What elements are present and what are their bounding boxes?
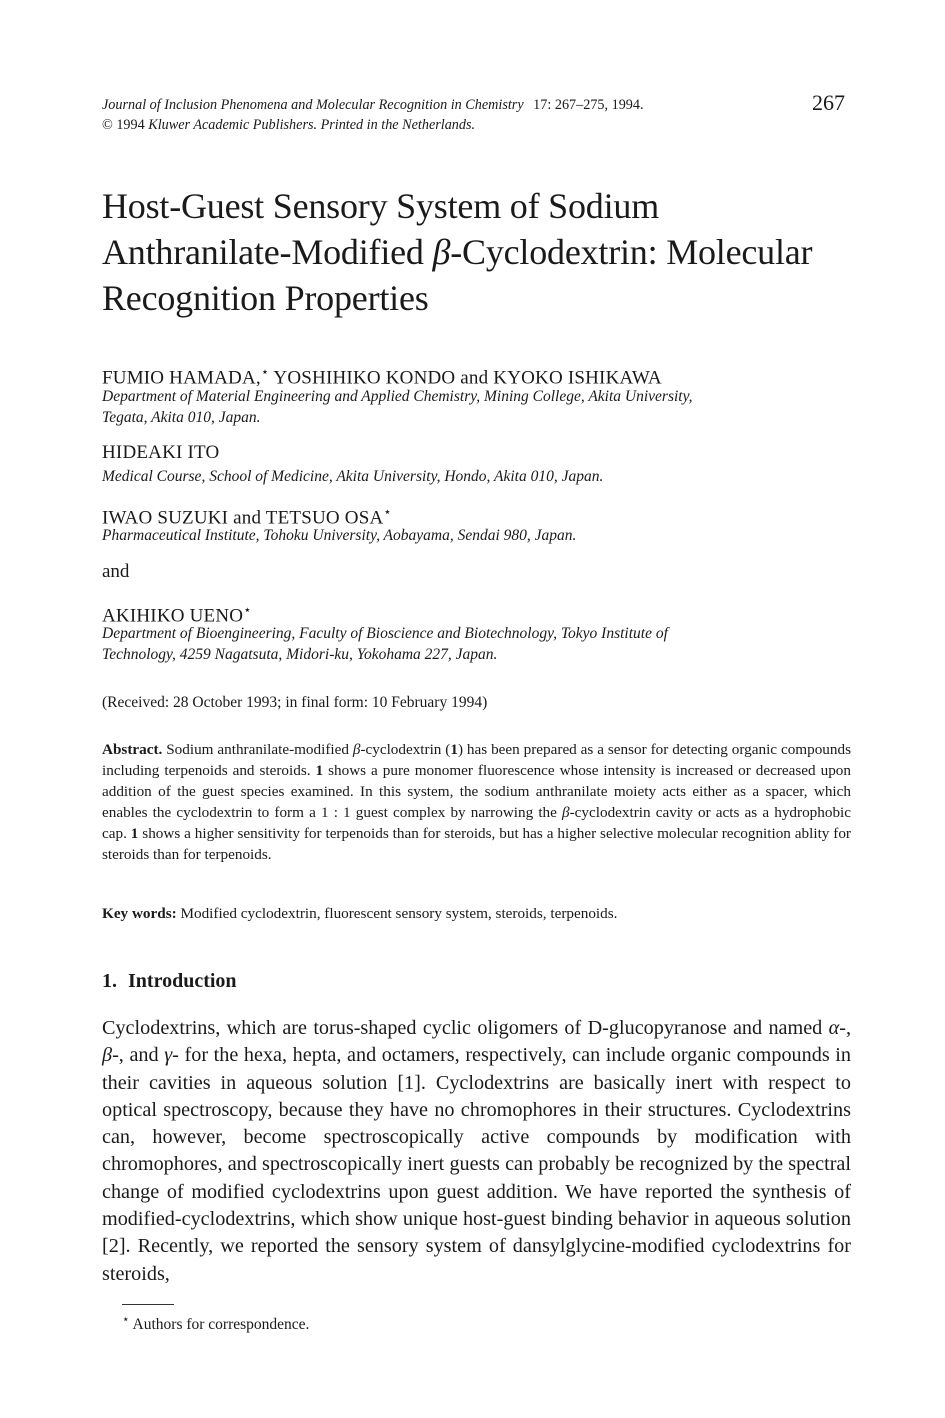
abstract-label: Abstract.: [102, 741, 163, 758]
affiliation-4-line-2: Technology, 4259 Nagatsuta, Midori-ku, Yokohama 227, Japan.: [102, 646, 498, 663]
body-text: - for the hexa, hepta, and octamers, respectively, can include organic compounds in their cavities in aqueous solution [1]. Cyclodextrins are basically inert with respect to optical spectroscopy, because they have no chromophores in their structures. Cyclodextrins can, however, become spectroscopically active compounds by modification with chromophores, and spectroscopically inert guests can probably be recognized by the spectral change of modified cyclodextrins upon guest addition. We have reported the synthesis of modified-cyclodextrins, which show unique host-guest binding behavior in aqueous solution [2]. Recently, we reported the sensory system of dansylglycine-modified cyclodextrins for steroids,: [102, 1044, 851, 1285]
paper-title: [102, 183, 862, 321]
keywords-label: Key words:: [102, 905, 177, 922]
footnote-text: Authors for correspondence.: [129, 1316, 310, 1334]
author-names-1a: FUMIO HAMADA,: [102, 367, 261, 389]
beta-symbol: β: [352, 741, 361, 758]
section-title: Introduction: [128, 970, 237, 992]
affiliation-1: [102, 386, 862, 428]
alpha-symbol: α: [828, 1017, 840, 1039]
copyright-line: [102, 115, 822, 135]
abstract-text: shows a pure monomer fluorescence whose intensity is increased or decreased upon addition of the guest species examined. In this system, the sodium anthranilate moiety acts either as a spacer, which enables the cyclodextrin to form a 1 : 1 guest complex by narrowing the: [102, 761, 851, 821]
page-number: 267: [812, 90, 845, 115]
title-line-2-part-a: Anthranilate-Modified: [102, 232, 433, 272]
correspondence-star: ⋆: [260, 364, 270, 379]
footnote-rule: [122, 1304, 174, 1305]
affiliation-3: Pharmaceutical Institute, Tohoku University, Aobayama, Sendai 980, Japan.: [102, 527, 577, 544]
correspondence-star: ⋆: [383, 504, 392, 519]
affiliation-1-line-1: Department of Material Engineering and Applied Chemistry, Mining College, Akita University,: [102, 388, 693, 405]
abstract-text: -cyclodextrin cavity or acts as a hydrophobic cap.: [102, 803, 851, 842]
title-line-2: [102, 229, 862, 275]
beta-symbol: β: [102, 1044, 113, 1067]
author-names-1b: YOSHIHIKO KONDO and KYOKO ISHIKAWA: [269, 367, 662, 389]
title-line-2-part-b: -Cyclodextrin: Molecular: [450, 232, 813, 272]
publisher-line: Kluwer Academic Publishers. Printed in the Netherlands.: [148, 117, 476, 133]
abstract: [102, 740, 851, 865]
journal-name: Journal of Inclusion Phenomena and Molecular Recognition in Chemistry: [102, 97, 524, 113]
abstract-text: shows a higher sensitivity for terpenoids than for steroids, but has a higher selective molecular recognition ablity for steroids than for terpenoids.: [102, 824, 851, 863]
author-names-2: HIDEAKI ITO: [102, 442, 220, 463]
body-text: -, and: [112, 1044, 165, 1067]
author-names-4: AKIHIKO UENO: [102, 605, 244, 627]
affiliation-4: [102, 623, 862, 665]
abstract-text: -cyclodextrin (: [360, 741, 451, 758]
introduction-paragraph: [102, 1015, 851, 1288]
section-heading: [102, 970, 237, 993]
journal-volume-pages: 17: 267–275, 1994.: [533, 97, 644, 113]
body-text: Cyclodextrins, which are torus-shaped cyclic oligomers of D-glucopyranose and named: [102, 1017, 829, 1039]
author-conjunction: and: [102, 561, 130, 582]
compound-number: 1: [450, 741, 458, 758]
author-names-3: IWAO SUZUKI and TETSUO OSA: [102, 507, 384, 529]
section-number: 1.: [102, 970, 117, 992]
compound-number: 1: [130, 824, 139, 842]
affiliation-2: Medical Course, School of Medicine, Akita University, Hondo, Akita 010, Japan.: [102, 468, 604, 485]
keywords-text: Modified cyclodextrin, fluorescent sensory system, steroids, terpenoids.: [176, 905, 618, 922]
body-text: -,: [839, 1017, 851, 1039]
beta-symbol: β: [562, 803, 570, 821]
journal-citation-line: [102, 95, 822, 115]
footnote: [122, 1312, 309, 1334]
affiliation-4-line-1: Department of Bioengineering, Faculty of Bioscience and Biotechnology, Tokyo Institute of: [102, 625, 668, 642]
abstract-text: Sodium anthranilate-modified: [162, 741, 353, 758]
copyright-symbol: ©: [102, 117, 113, 133]
abstract-text: ) has been prepared as a sensor for detecting organic compounds including terpenoids and steroids.: [102, 741, 851, 779]
copyright-year: 1994: [116, 117, 145, 133]
affiliation-1-line-2: Tegata, Akita 010, Japan.: [102, 409, 261, 426]
compound-number: 1: [315, 761, 324, 779]
title-line-1: Host-Guest Sensory System of Sodium: [102, 186, 660, 226]
author-group-2: [102, 441, 219, 465]
keywords: [102, 903, 851, 924]
journal-header: [102, 95, 822, 135]
footnote-star: ⋆: [122, 1312, 130, 1326]
title-beta-symbol: β: [432, 232, 451, 272]
title-line-3: Recognition Properties: [102, 278, 429, 318]
received-dates: (Received: 28 October 1993; in final form: 10 February 1994): [102, 694, 488, 711]
correspondence-star: ⋆: [243, 602, 252, 617]
gamma-symbol: γ: [164, 1044, 173, 1067]
